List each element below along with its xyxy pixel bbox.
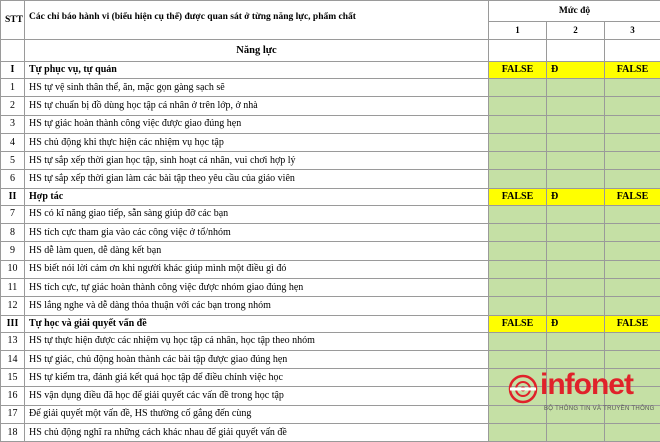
level-2-cell[interactable] <box>547 242 605 260</box>
infonet-watermark <box>508 370 658 418</box>
category-level-1-flag[interactable]: FALSE <box>489 62 547 79</box>
watermark-brand: infonet <box>540 368 633 402</box>
stt-header: STT <box>1 1 25 40</box>
indicator-number: 1 <box>1 79 25 97</box>
indicator-text: HS tự giác hoàn thành công việc được giao đúng hẹn <box>25 115 489 133</box>
category-level-2-flag[interactable]: Đ <box>547 315 605 332</box>
infonet-logo-icon <box>508 374 538 404</box>
section-row <box>1 40 660 62</box>
level-2-cell[interactable] <box>547 278 605 296</box>
indicator-number: 15 <box>1 369 25 387</box>
level-3-cell[interactable] <box>605 133 660 151</box>
level-1-cell[interactable] <box>489 133 547 151</box>
category-row <box>1 315 660 332</box>
indicator-number: 5 <box>1 152 25 170</box>
indicator-text: HS vận dụng điều đã học để giải quyết các vấn đề trong học tập <box>25 387 489 405</box>
level-1-cell[interactable] <box>489 205 547 223</box>
level-3-cell[interactable] <box>605 332 660 350</box>
level-3-cell[interactable] <box>605 170 660 188</box>
category-number: III <box>1 315 25 332</box>
indicator-text: HS biết nói lời cảm ơn khi người khác giúp mình một điều gì đó <box>25 260 489 278</box>
level-2-cell[interactable] <box>547 332 605 350</box>
indicator-number: 18 <box>1 424 25 442</box>
level-1-cell[interactable] <box>489 297 547 315</box>
level-1-cell[interactable] <box>489 224 547 242</box>
category-title: Tự học và giải quyết vấn đề <box>25 315 489 332</box>
watermark-tagline: BỘ THÔNG TIN VÀ TRUYỀN THÔNG <box>544 406 655 412</box>
indicator-text: HS chủ động khi thực hiện các nhiệm vụ học tập <box>25 133 489 151</box>
level-header: Mức độ <box>489 1 660 22</box>
level-2-cell[interactable] <box>547 97 605 115</box>
indicator-number: 7 <box>1 205 25 223</box>
indicator-text: HS tự thực hiện được các nhiệm vụ học tập cá nhân, học tập theo nhóm <box>25 332 489 350</box>
category-number: I <box>1 62 25 79</box>
indicator-row <box>1 97 660 115</box>
level-1-cell[interactable] <box>489 152 547 170</box>
indicator-text: HS lắng nghe và dễ dàng thỏa thuận với các bạn trong nhóm <box>25 297 489 315</box>
indicator-text: HS tích cực tham gia vào các công việc ở tổ/nhóm <box>25 224 489 242</box>
indicator-number: 6 <box>1 170 25 188</box>
level-3-cell[interactable] <box>605 79 660 97</box>
level-3-cell[interactable] <box>605 350 660 368</box>
indicator-row <box>1 278 660 296</box>
level-2-cell[interactable] <box>547 79 605 97</box>
level-2-cell[interactable] <box>547 260 605 278</box>
indicator-row <box>1 152 660 170</box>
level-2-cell[interactable] <box>547 424 605 442</box>
indicator-row <box>1 260 660 278</box>
level-2-cell[interactable] <box>547 350 605 368</box>
level-3-cell[interactable] <box>605 260 660 278</box>
level-1-cell[interactable] <box>489 115 547 133</box>
indicator-row <box>1 350 660 368</box>
indicator-text: HS tự sắp xếp thời gian học tập, sinh hoạt cá nhân, vui chơi hợp lý <box>25 152 489 170</box>
level-2-header: 2 <box>547 21 605 39</box>
level-3-cell[interactable] <box>605 115 660 133</box>
category-row <box>1 188 660 205</box>
level-3-cell[interactable] <box>605 205 660 223</box>
level-2-cell[interactable] <box>547 205 605 223</box>
level-2-cell[interactable] <box>547 133 605 151</box>
level-3-header: 3 <box>605 21 660 39</box>
level-1-cell[interactable] <box>489 260 547 278</box>
indicator-text: HS có kĩ năng giao tiếp, sẵn sàng giúp đỡ các bạn <box>25 205 489 223</box>
indicator-text: HS chủ động nghĩ ra những cách khác nhau để giải quyết vấn đề <box>25 424 489 442</box>
indicator-number: 10 <box>1 260 25 278</box>
level-2-cell[interactable] <box>547 115 605 133</box>
category-level-3-flag[interactable]: FALSE <box>605 315 660 332</box>
indicator-number: 13 <box>1 332 25 350</box>
level-2-cell[interactable] <box>547 297 605 315</box>
level-1-cell[interactable] <box>489 424 547 442</box>
level-2-cell[interactable] <box>547 170 605 188</box>
category-level-1-flag[interactable]: FALSE <box>489 188 547 205</box>
section-title: Năng lực <box>25 40 489 62</box>
category-number: II <box>1 188 25 205</box>
indicator-text: HS tự chuẩn bị đồ dùng học tập cá nhân ở trên lớp, ở nhà <box>25 97 489 115</box>
level-1-cell[interactable] <box>489 242 547 260</box>
indicator-row <box>1 424 660 442</box>
level-1-cell[interactable] <box>489 170 547 188</box>
category-title: Hợp tác <box>25 188 489 205</box>
indicator-text: HS tích cực, tự giác hoàn thành công việc được nhóm giao đúng hẹn <box>25 278 489 296</box>
indicator-text: Để giải quyết một vấn đề, HS thường cố gắng đến cùng <box>25 405 489 423</box>
indicator-number: 3 <box>1 115 25 133</box>
header-row-top <box>1 1 660 22</box>
category-level-2-flag[interactable]: Đ <box>547 62 605 79</box>
category-level-3-flag[interactable]: FALSE <box>605 62 660 79</box>
indicator-row <box>1 242 660 260</box>
indicator-number: 8 <box>1 224 25 242</box>
indicator-row <box>1 297 660 315</box>
indicator-text: HS dễ làm quen, dễ dàng kết bạn <box>25 242 489 260</box>
level-3-cell[interactable] <box>605 297 660 315</box>
indicator-number: 11 <box>1 278 25 296</box>
indicator-row <box>1 79 660 97</box>
category-level-2-flag[interactable]: Đ <box>547 188 605 205</box>
indicator-text: HS tự kiểm tra, đánh giá kết quả học tập để điều chỉnh việc học <box>25 369 489 387</box>
level-1-cell[interactable] <box>489 278 547 296</box>
criteria-header: Các chỉ báo hành vi (biểu hiện cụ thể) được quan sát ở từng năng lực, phẩm chất <box>25 1 489 40</box>
level-1-cell[interactable] <box>489 79 547 97</box>
level-2-cell[interactable] <box>547 224 605 242</box>
indicator-row <box>1 205 660 223</box>
indicator-row <box>1 115 660 133</box>
category-level-1-flag[interactable]: FALSE <box>489 315 547 332</box>
indicator-row <box>1 224 660 242</box>
indicator-number: 14 <box>1 350 25 368</box>
indicator-text: HS tự sắp xếp thời gian làm các bài tập theo yêu cầu của giáo viên <box>25 170 489 188</box>
indicator-number: 4 <box>1 133 25 151</box>
category-title: Tự phục vụ, tự quản <box>25 62 489 79</box>
indicator-row <box>1 332 660 350</box>
level-3-cell[interactable] <box>605 242 660 260</box>
level-1-header: 1 <box>489 21 547 39</box>
level-3-cell[interactable] <box>605 152 660 170</box>
indicator-number: 12 <box>1 297 25 315</box>
indicator-row <box>1 133 660 151</box>
level-2-cell[interactable] <box>547 152 605 170</box>
level-3-cell[interactable] <box>605 424 660 442</box>
level-1-cell[interactable] <box>489 97 547 115</box>
indicator-number: 16 <box>1 387 25 405</box>
indicator-number: 9 <box>1 242 25 260</box>
indicator-number: 2 <box>1 97 25 115</box>
indicator-text: HS tự giác, chủ động hoàn thành các bài tập được giao đúng hẹn <box>25 350 489 368</box>
indicator-text: HS tự vệ sinh thân thể, ăn, mặc gọn gàng sạch sẽ <box>25 79 489 97</box>
category-level-3-flag[interactable]: FALSE <box>605 188 660 205</box>
level-3-cell[interactable] <box>605 278 660 296</box>
category-row <box>1 62 660 79</box>
level-3-cell[interactable] <box>605 224 660 242</box>
indicator-row <box>1 170 660 188</box>
level-3-cell[interactable] <box>605 97 660 115</box>
level-1-cell[interactable] <box>489 332 547 350</box>
level-1-cell[interactable] <box>489 350 547 368</box>
indicator-number: 17 <box>1 405 25 423</box>
